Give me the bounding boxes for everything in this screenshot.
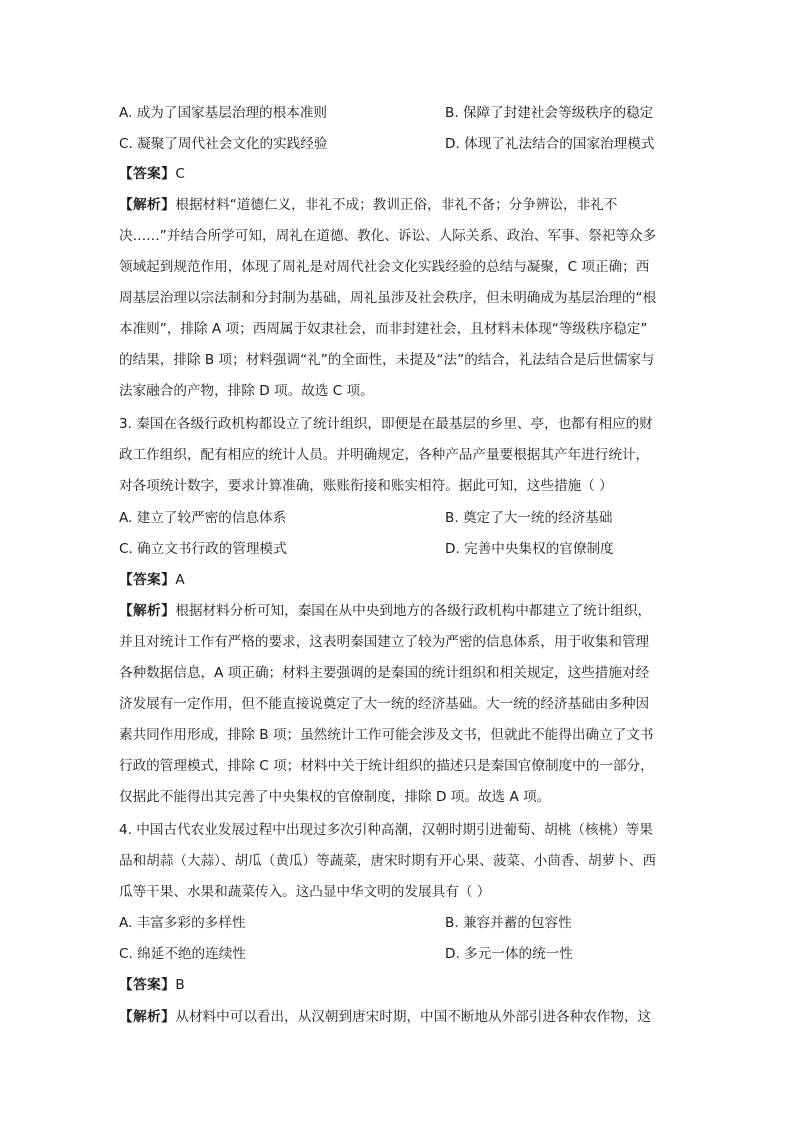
q3-analysis-line-5: 素共同作用形成，排除 B 项；虽然统计工作可能会涉及文书，但就此不能得出确立了文书 [119, 727, 654, 743]
q2-option-d: D. 体现了礼法结合的国家治理模式 [445, 136, 655, 152]
q2-analysis-line-1: 【解析】根据材料“道德仁义，非礼不成；教训正俗，非礼不备；分争辨讼，非礼不 [119, 197, 618, 213]
q3-analysis-label: 【解析】 [119, 603, 176, 619]
q2-answer-label: 【答案】 [119, 166, 176, 182]
q2-analysis-label: 【解析】 [119, 197, 176, 213]
q4-stem-line-2: 品和胡蒜（大蒜）、胡瓜（黄瓜）等蔬菜，唐宋时期有开心果、菠菜、小茴香、胡萝卜、西 [119, 853, 656, 869]
q4-option-c: C. 绵延不绝的连续性 [119, 946, 246, 962]
q3-stem-line-2: 政工作组织，配有相应的统计人员。并明确规定，各种产品产量要根据其产年进行统计， [119, 447, 650, 463]
q3-option-d: D. 完善中央集权的官僚制度 [445, 541, 614, 557]
q3-analysis-line-4: 济发展有一定作用，但不能直接说奠定了大一统的经济基础。大一统的经济基础由多种因 [119, 696, 650, 712]
q3-answer-label: 【答案】 [119, 572, 176, 588]
q4-option-b: B. 兼容并蓄的包容性 [445, 915, 572, 931]
q2-analysis-line-7: 法家融合的产物，排除 D 项。故选 C 项。 [119, 383, 374, 399]
q2-option-a: A. 成为了国家基层治理的根本准则 [119, 105, 328, 121]
q2-analysis-line-2: 决……”并结合所学可知，周礼在道德、教化、诉讼、人际关系、政治、军事、祭祀等众多 [119, 228, 657, 244]
q4-option-a: A. 丰富多彩的多样性 [119, 915, 246, 931]
q2-analysis-line-3: 领域起到规范作用，体现了周礼是对周代社会文化实践经验的总结与凝聚，C 项正确；西 [119, 259, 650, 275]
q3-stem-line-1: 3. 秦国在各级行政机构都设立了统计组织，即便是在最基层的乡里、亭，也都有相应的财 [119, 416, 653, 432]
q3-analysis-line-1: 【解析】根据材料分析可知，秦国在从中央到地方的各级行政机构中都建立了统计组织， [119, 603, 652, 619]
q2-answer-value: C [175, 166, 185, 182]
q4-stem-line-1: 4. 中国古代农业发展过程中出现过多次引种高潮，汉朝时期引进葡萄、胡桃（核桃）等果 [119, 822, 653, 838]
q2-analysis-line-5: 本准则”，排除 A 项；西周属于奴隶社会，而非封建社会，且材料未体现“等级秩序稳定” [119, 321, 648, 337]
q3-option-a: A. 建立了较严密的信息体系 [119, 510, 287, 526]
q3-answer-value: A [175, 572, 185, 588]
q4-option-d: D. 多元一体的统一性 [445, 946, 573, 962]
q4-stem-line-3: 瓜等干果、水果和蔬菜传入。这凸显中华文明的发展具有（ ） [119, 884, 491, 900]
q2-option-c: C. 凝聚了周代社会文化的实践经验 [119, 136, 328, 152]
q3-analysis-line-3: 各种数据信息，A 项正确；材料主要强调的是秦国的统计组织和相关规定，这些措施对经 [119, 665, 650, 681]
q3-analysis-line-7: 仅据此不能得出其完善了中央集权的官僚制度，排除 D 项。故选 A 项。 [119, 789, 551, 805]
q2-analysis-line-6: 的结果，排除 B 项；材料强调“礼”的全面性，未提及“法”的结合，礼法结合是后世儒家与 [119, 352, 655, 368]
q4-analysis-line-1: 【解析】从材料中可以看出，从汉朝到唐宋时期，中国不断地从外部引进各种农作物，这 [119, 1009, 652, 1025]
q3-answer [119, 570, 679, 590]
q4-answer-label: 【答案】 [119, 977, 176, 993]
q3-analysis-line-2: 并且对统计工作有严格的要求，这表明秦国建立了较为严密的信息体系，用于收集和管理 [119, 634, 650, 650]
q2-option-b: B. 保障了封建社会等级秩序的稳定 [445, 105, 654, 121]
q3-stem-line-3: 对各项统计数字，要求计算准确，账账衔接和账实相符。据此可知，这些措施（ ） [119, 478, 613, 494]
q4-answer-value: B [175, 977, 185, 993]
q3-analysis-line-6: 行政的管理模式，排除 C 项；材料中关于统计组织的描述只是秦国官僚制度中的一部分， [119, 758, 654, 774]
q2-analysis-line-4: 周基层治理以宗法制和分封制为基础，周礼虽涉及社会秩序，但未明确成为基层治理的“根 [119, 290, 657, 306]
q3-option-b: B. 奠定了大一统的经济基础 [445, 510, 613, 526]
q4-answer [119, 975, 679, 995]
q2-answer [119, 164, 679, 184]
q4-analysis-label: 【解析】 [119, 1009, 176, 1025]
q3-option-c: C. 确立文书行政的管理模式 [119, 541, 287, 557]
